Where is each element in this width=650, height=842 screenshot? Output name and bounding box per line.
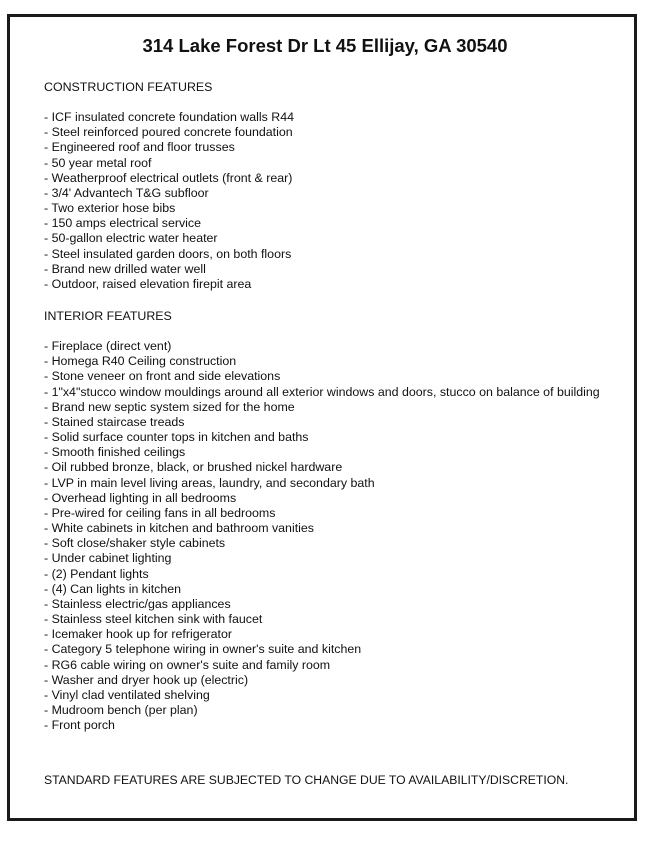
list-item: - Brand new septic system sized for the home [44, 399, 295, 414]
list-item: - 50 year metal roof [44, 155, 152, 170]
list-item: - Front porch [44, 718, 115, 733]
list-item: - Pre-wired for ceiling fans in all bedrooms [44, 505, 276, 520]
list-item: - Outdoor, raised elevation firepit area [44, 276, 252, 291]
list-item: - Icemaker hook up for refrigerator [44, 627, 233, 642]
list-item: - Stained staircase treads [44, 414, 185, 429]
list-item: - Fireplace (direct vent) [44, 339, 172, 353]
list-item: - ICF insulated concrete foundation walls R44 [44, 110, 295, 124]
construction-features-heading: CONSTRUCTION FEATURES [44, 80, 213, 94]
list-item: - Overhead lighting in all bedrooms [44, 490, 237, 505]
list-item: - Vinyl clad ventilated shelving [44, 687, 210, 702]
list-item: - Brand new drilled water well [44, 261, 206, 276]
list-item: - Stainless steel kitchen sink with faucet [44, 612, 263, 627]
list-item: - Homega R40 Ceiling construction [44, 354, 237, 369]
list-item: - Solid surface counter tops in kitchen and baths [44, 430, 309, 445]
list-item: - Steel reinforced poured concrete foundation [44, 125, 293, 140]
list-item: - Engineered roof and floor trusses [44, 140, 235, 155]
list-item: - Washer and dryer hook up (electric) [44, 672, 249, 687]
disclaimer-note: STANDARD FEATURES ARE SUBJECTED TO CHANGE DUE TO AVAILABILITY/DISCRETION. [44, 773, 569, 787]
list-item: - Smooth finished ceilings [44, 445, 186, 460]
list-item: - Stainless electric/gas appliances [44, 596, 231, 611]
list-item: - White cabinets in kitchen and bathroom vanities [44, 521, 314, 536]
list-item: - Steel insulated garden doors, on both floors [44, 246, 292, 261]
list-item: - 150 amps electrical service [44, 216, 202, 231]
construction-features-list [44, 110, 294, 292]
list-item: - (4) Can lights in kitchen [44, 581, 182, 596]
list-item: - Two exterior hose bibs [44, 201, 176, 216]
list-item: - RG6 cable wiring on owner's suite and family room [44, 657, 331, 672]
list-item: - 50-gallon electric water heater [44, 231, 218, 246]
list-item: - Soft close/shaker style cabinets [44, 536, 226, 551]
list-item: - Mudroom bench (per plan) [44, 703, 198, 718]
list-item: - Category 5 telephone wiring in owner's suite and kitchen [44, 642, 362, 657]
list-item: - 3/4' Advantech T&G subfloor [44, 185, 209, 200]
list-item: - Under cabinet lighting [44, 551, 172, 566]
list-item: - Weatherproof electrical outlets (front & rear) [44, 170, 293, 185]
list-item: - Stone veneer on front and side elevations [44, 369, 281, 384]
interior-features-list [44, 339, 600, 733]
list-item: - LVP in main level living areas, laundry, and secondary bath [44, 475, 375, 490]
page-title: 314 Lake Forest Dr Lt 45 Ellijay, GA 30540 [142, 35, 508, 56]
list-item: - (2) Pendant lights [44, 566, 149, 581]
list-item: - Oil rubbed bronze, black, or brushed nickel hardware [44, 460, 343, 475]
interior-features-heading: INTERIOR FEATURES [44, 309, 172, 323]
list-item: - 1"x4"stucco window mouldings around all exterior windows and doors, stucco on balance of building [44, 384, 600, 399]
